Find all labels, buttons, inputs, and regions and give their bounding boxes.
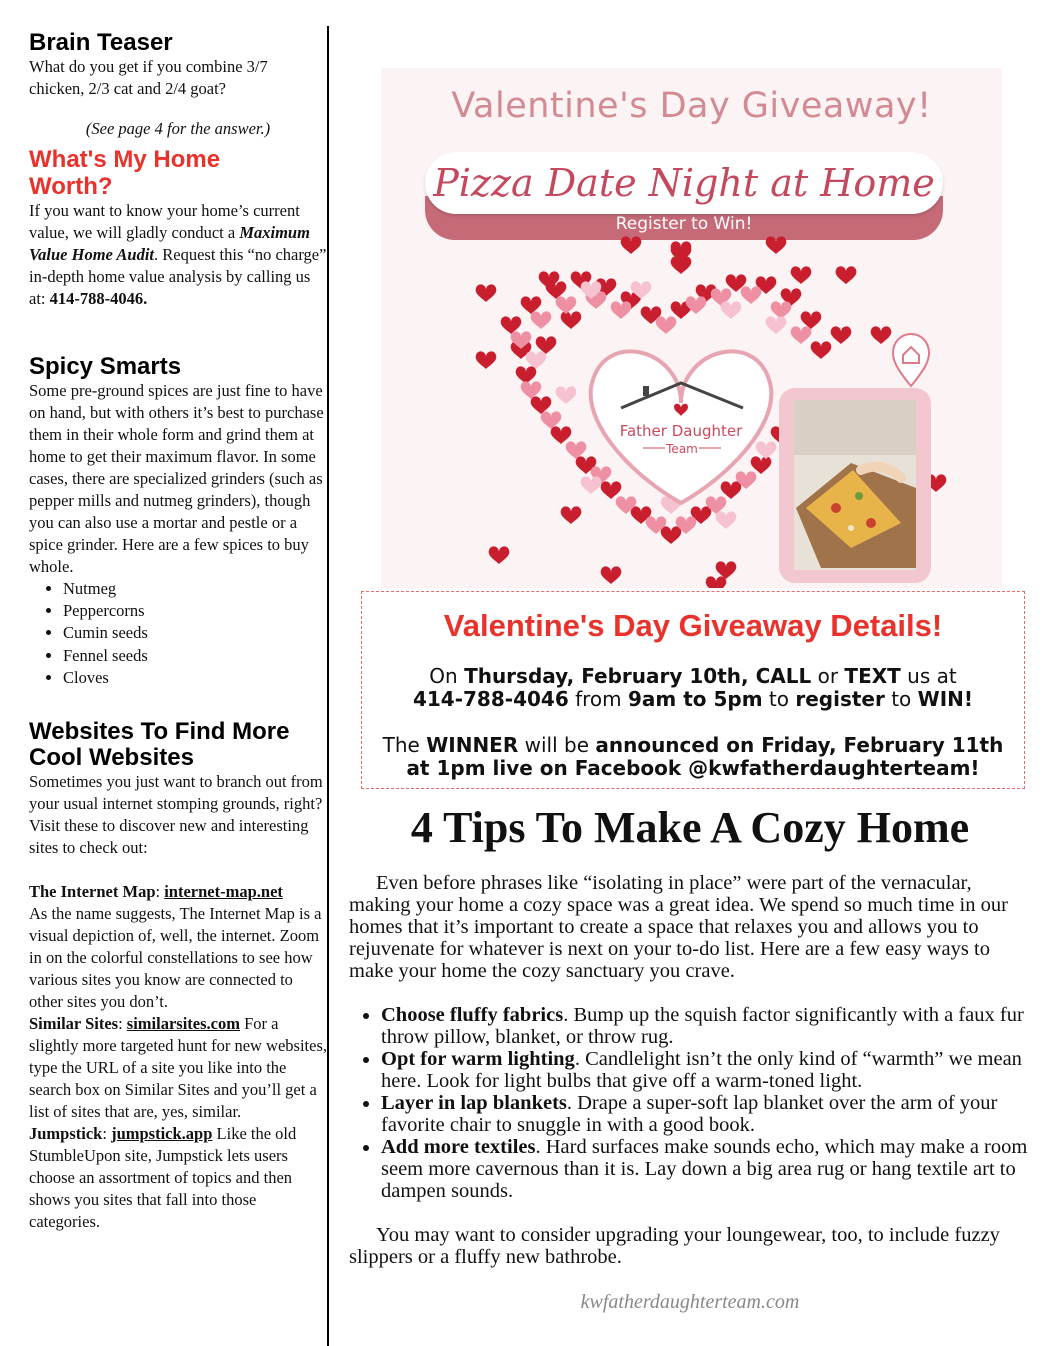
site2-label: Similar Sites xyxy=(29,1014,119,1034)
details-hours: 9am to 5pm xyxy=(628,687,763,711)
tip-title: Layer in lap blankets xyxy=(381,1092,567,1114)
site3-text: Jumpstick: jumpstick.app Like the old StumbleUpon site, Jumpstick lets users choose an assortment of topics and then shows you sites that fall into those categories. xyxy=(29,1124,297,1232)
details-text: The xyxy=(382,733,427,757)
hearts-illustration xyxy=(381,68,1002,588)
home-pin-icon xyxy=(893,334,929,386)
banner-script-text: Pizza Date Night at Home xyxy=(433,161,935,205)
valentines-flyer xyxy=(381,68,1002,588)
tip-title: Opt for warm lighting xyxy=(381,1048,575,1070)
details-line-4: at 1pm live on Facebook @kwfatherdaughterteam! xyxy=(406,756,980,780)
audit-name: Maximum Value Home Audit xyxy=(29,223,310,264)
details-text: from xyxy=(568,687,628,711)
details-text: us at xyxy=(900,664,957,688)
site3-body: Like the old StumbleUpon site, Jumpstick lets users choose an assortment of topics and then shows you sites that fall into those categories. xyxy=(29,1124,297,1232)
home-worth-phone: 414-788-4046. xyxy=(49,289,148,308)
site1-text: As the name suggests, The Internet Map is a visual depiction of, well, the internet. Zoom in on the colorful constellations to see how various sites you know are connected to other sites you don’t. xyxy=(29,904,322,1012)
details-win: WIN! xyxy=(917,687,974,711)
tip-item xyxy=(381,1136,1029,1202)
details-text: On xyxy=(429,664,465,688)
article-body xyxy=(349,872,1029,1268)
tip-item xyxy=(381,1092,1029,1136)
column-divider xyxy=(327,26,329,1346)
tip-item xyxy=(381,1048,1029,1092)
details-line-3 xyxy=(362,733,1024,757)
details-line-2 xyxy=(362,687,1024,711)
flyer-title: Valentine's Day Giveaway! xyxy=(451,86,932,126)
details-title: Valentine's Day Giveaway Details! xyxy=(443,608,943,643)
giveaway-details-box xyxy=(361,591,1025,789)
websites-heading-line1: Websites To Find More xyxy=(29,718,290,746)
details-text: to xyxy=(762,687,796,711)
site3-label: Jumpstick xyxy=(29,1124,103,1144)
spice-item: • Cumin seeds xyxy=(63,622,327,644)
details-phone: 414-788-4046 xyxy=(412,687,569,711)
home-worth-heading-line2: Worth? xyxy=(29,173,113,200)
websites-heading xyxy=(29,719,327,771)
article-title: 4 Tips To Make A Cozy Home xyxy=(410,803,970,852)
spicy-smarts-text: Some pre-ground spices are just fine to have on hand, but with others it’s best to purchase them in their whole form and grind them at home to get their maximum flavor. In some cases, there are specialized grinders (such as pepper mills and nutmeg grinders), though you can also use a mortar and pestle or a spice grinder. Here are a few spices to buy whole. xyxy=(29,381,324,576)
websites-heading-line2: Cool Websites xyxy=(29,744,194,772)
site3-link[interactable]: jumpstick.app xyxy=(111,1124,213,1144)
article-outro: You may want to consider upgrading your loungewear, too, to include fuzzy slippers or a fluffy new bathrobe. xyxy=(349,1224,1000,1268)
register-text: Register to Win! xyxy=(615,214,753,234)
spice-list xyxy=(29,578,327,689)
details-text: or xyxy=(811,664,845,688)
tip-title: Choose fluffy fabrics xyxy=(381,1004,564,1026)
home-worth-text-a: If you want to know your home’s current value, we will gladly conduct a xyxy=(29,201,300,242)
left-sidebar xyxy=(29,30,327,1233)
spicy-smarts-heading: Spicy Smarts xyxy=(29,353,182,380)
brain-teaser-note: (See page 4 for the answer.) xyxy=(85,119,271,138)
tips-list xyxy=(349,1004,1029,1202)
tip-item xyxy=(381,1004,1029,1048)
brain-teaser-heading: Brain Teaser xyxy=(29,29,173,56)
details-text: to xyxy=(884,687,918,711)
details-line-1 xyxy=(362,664,1024,688)
details-date: Thursday, February 10th, CALL xyxy=(464,664,812,688)
site1-label: The Internet Map xyxy=(29,882,156,902)
home-worth-text-b: . Request this “no charge” in-depth home value analysis by calling us at: xyxy=(29,245,327,308)
details-winner: WINNER xyxy=(426,733,519,757)
details-register: register xyxy=(795,687,885,711)
websites-intro: Sometimes you just want to branch out from your usual internet stomping grounds, right? Visit these to discover new and interesting sites to check out: xyxy=(29,772,323,858)
spice-item: • Peppercorns xyxy=(63,600,327,622)
tip-text: . Hard surfaces make sounds echo, which may make a room seem more cavernous than it is. Lay down a big area rug or hang textile art to dampen sounds. xyxy=(381,1136,1028,1202)
footer-url[interactable]: kwfatherdaughterteam.com xyxy=(580,1291,800,1313)
home-worth-heading-line1: What's My Home xyxy=(29,146,221,173)
details-announce: announced on Friday, February 11th xyxy=(595,733,1004,757)
site1-line: The Internet Map: internet-map.net xyxy=(29,882,283,902)
tip-text: . Bump up the squish factor significantly with a faux fur throw pillow, blanket, or throw rug. xyxy=(381,1004,1024,1048)
tip-title: Add more textiles xyxy=(381,1136,536,1158)
spice-item: • Cloves xyxy=(63,667,327,689)
article-intro: Even before phrases like “isolating in place” were part of the vernacular, making your home a cozy space was a great idea. We spend so much time in our homes that it’s important to create a space that relaxes you and allows you to rejuvenate for whatever is next on your to-do list. Here are a few easy ways to make your home the cozy sanctuary you crave. xyxy=(349,872,1008,982)
site2-text: Similar Sites: similarsites.com For a slightly more targeted hunt for new websites, type the URL of a site you like into the search box on Similar Sites and you’ll get a list of sites that are, yes, similar. xyxy=(29,1014,328,1122)
details-text: will be xyxy=(518,733,596,757)
tip-text: . Drape a super-soft lap blanket over the arm of your favorite chair to snuggle in with a good book. xyxy=(381,1092,998,1136)
tip-text: . Candlelight isn’t the only kind of “warmth” we mean here. Look for light bulbs that give off a warm-toned light. xyxy=(381,1048,1022,1092)
logo-line2: Team xyxy=(666,442,698,456)
home-worth-text xyxy=(29,200,327,310)
site2-link[interactable]: similarsites.com xyxy=(126,1014,240,1034)
spice-item: • Fennel seeds xyxy=(63,645,327,667)
spice-item: • Nutmeg xyxy=(63,578,327,600)
pizza-photo xyxy=(779,388,931,583)
logo-line1: Father Daughter xyxy=(619,422,743,440)
brain-teaser-question: What do you get if you combine 3/7 chicken, 2/3 cat and 2/4 goat? xyxy=(29,57,268,98)
home-worth-heading xyxy=(29,146,327,200)
site1-link[interactable]: internet-map.net xyxy=(164,882,283,902)
details-text-keyword: TEXT xyxy=(844,664,901,688)
site2-body: For a slightly more targeted hunt for new websites, type the URL of a site you like into the search box on Similar Sites and you’ll get a list of sites that are, yes, similar. xyxy=(29,1014,328,1122)
